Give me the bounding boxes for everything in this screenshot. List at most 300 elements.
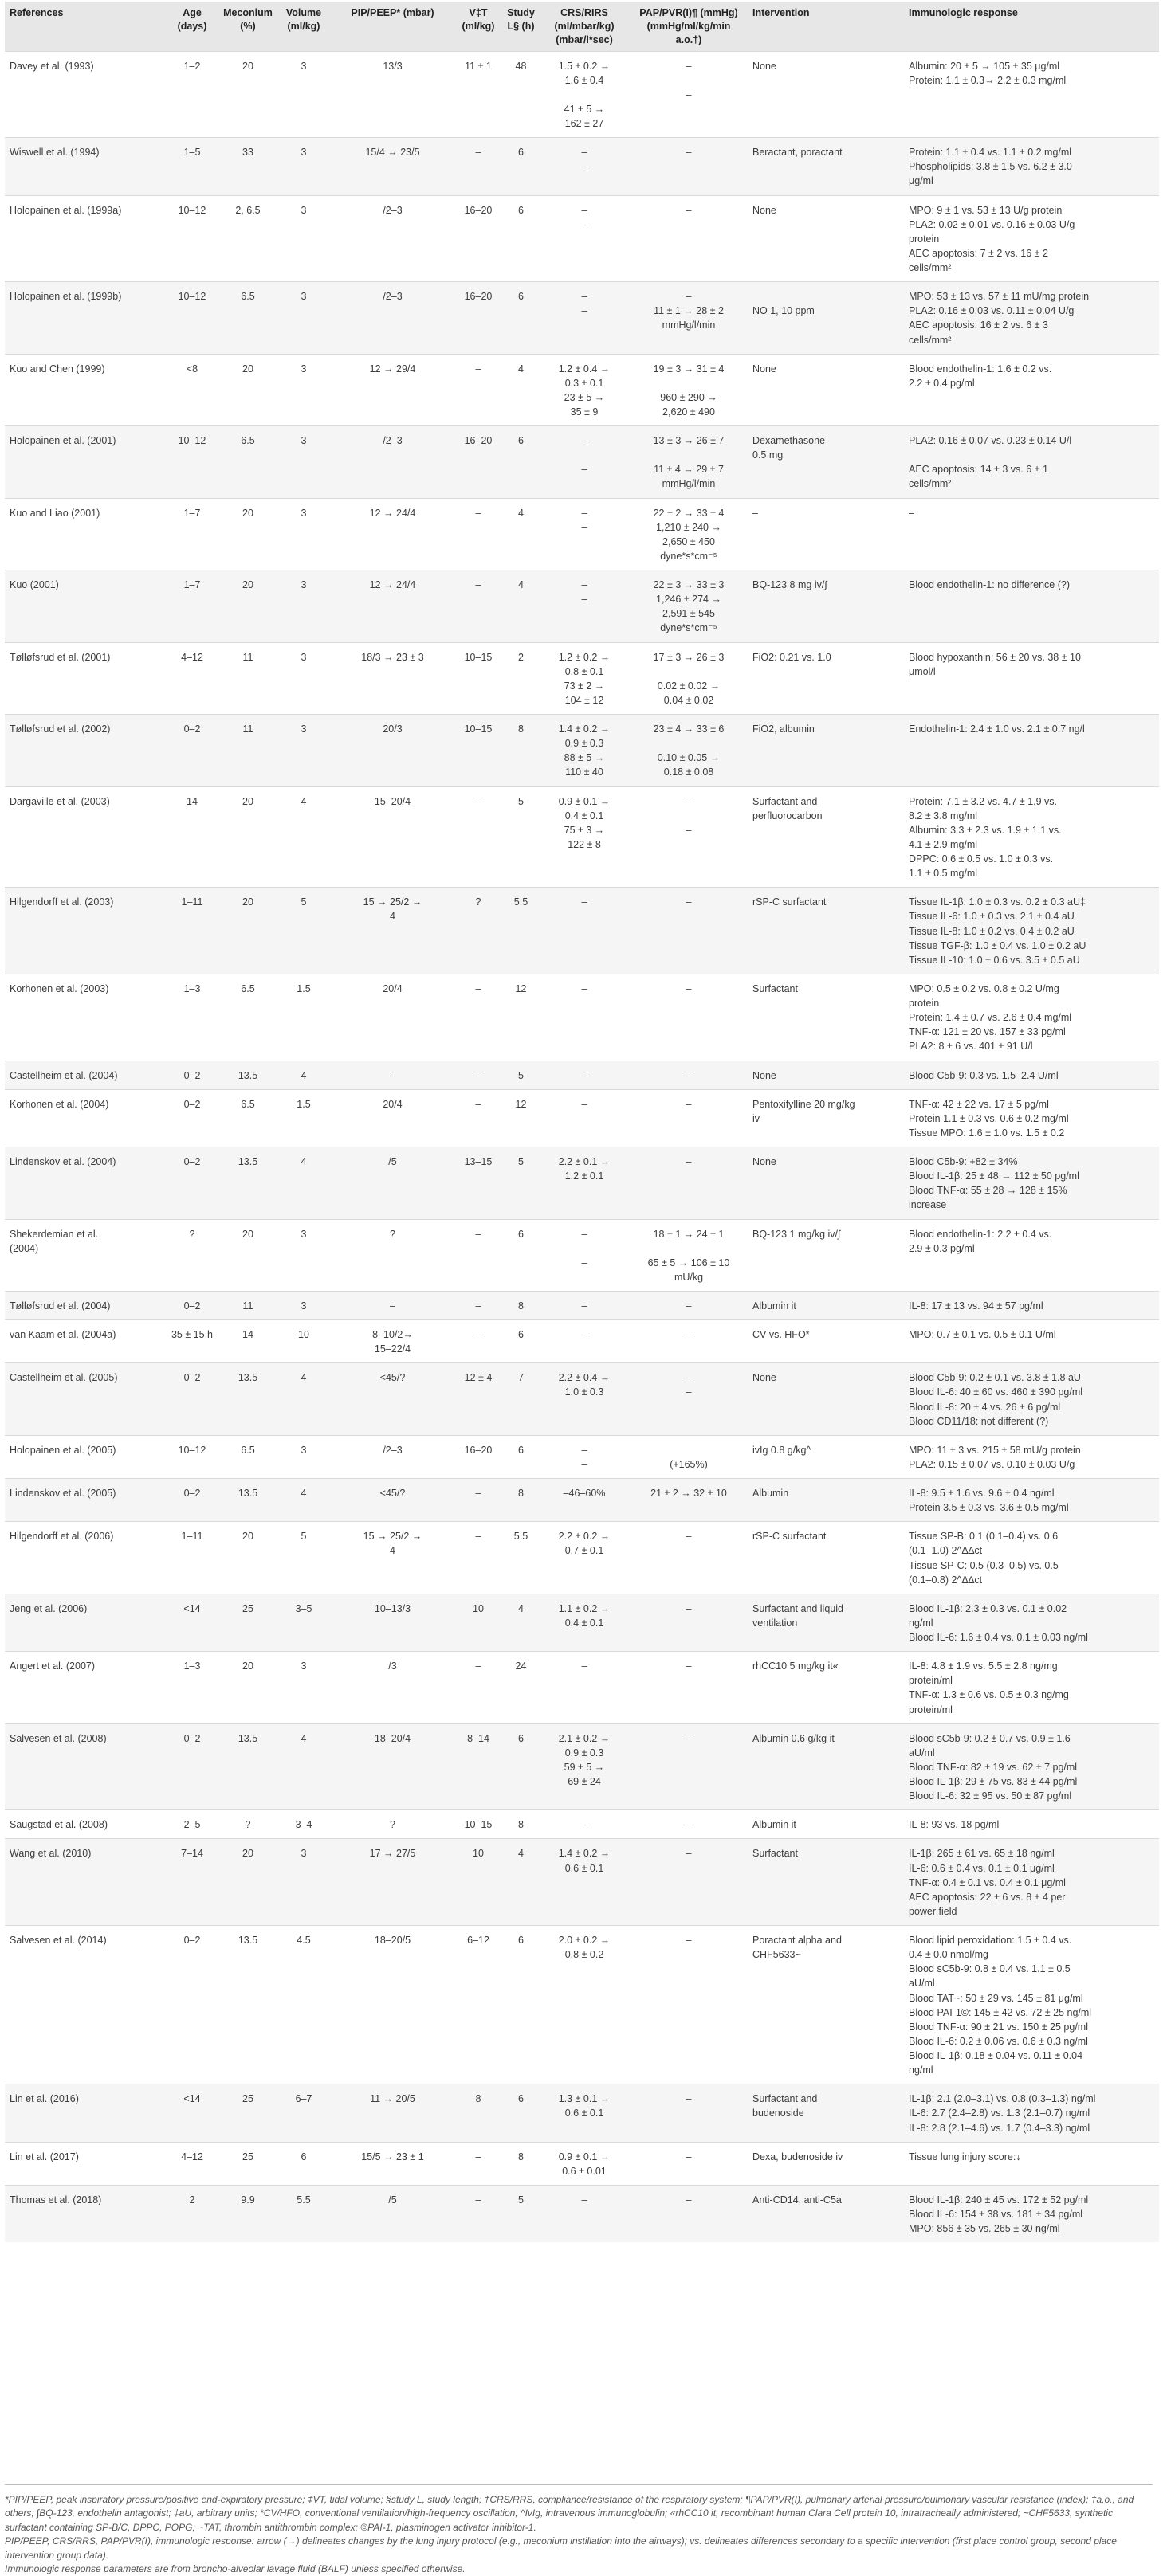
cell-vt: 10–15 [454, 1810, 503, 1839]
cell-crs-rrs [539, 1147, 630, 1220]
cell-crs-rrs-line: – [581, 521, 587, 533]
cell-immunologic-response-line: Blood CD11/18: not different (?) [909, 1415, 1049, 1427]
cell-study-length: 6 [503, 195, 539, 282]
table-row [5, 1061, 1159, 1089]
col-study-length: Study L§ (h) [503, 2, 539, 51]
cell-immunologic-response-line: Blood TNF-α: 55 ± 28 → 128 ± 15% [909, 1185, 1067, 1197]
cell-crs-rrs-line: 1.2 ± 0.4 → [558, 363, 611, 374]
cell-immunologic-response [904, 1320, 1159, 1363]
cell-reference-line: Lin et al. (2017) [10, 2151, 79, 2162]
cell-age: 1–3 [164, 974, 220, 1061]
table-row [5, 282, 1159, 355]
cell-crs-rrs [539, 570, 630, 643]
cell-crs-rrs-line: – [581, 147, 587, 159]
cell-immunologic-response-line: MPO: 11 ± 3 vs. 215 ± 58 mU/g protein [909, 1444, 1081, 1456]
cell-pip-peep [332, 974, 454, 1061]
cell-age: 1–7 [164, 570, 220, 643]
cell-pap-pvr-line: – [686, 204, 692, 216]
cell-immunologic-response [904, 1839, 1159, 1926]
cell-pap-pvr-line: – [686, 1732, 692, 1744]
cell-meconium: 11 [220, 1291, 276, 1319]
cell-meconium: 20 [220, 1652, 276, 1724]
cell-reference-line: Lin et al. (2016) [10, 2093, 79, 2105]
cell-crs-rrs-line: 110 ± 40 [565, 767, 603, 778]
cell-immunologic-response-line: 1.1 ± 0.5 mg/ml [909, 868, 978, 880]
cell-pap-pvr [630, 1926, 748, 2084]
cell-immunologic-response-line: Protein: 1.1 ± 0.4 vs. 1.1 ± 0.2 mg/ml [909, 147, 1072, 159]
cell-vt: – [454, 1522, 503, 1594]
cell-immunologic-response [904, 715, 1159, 787]
cell-reference-line: Castellheim et al. (2005) [10, 1372, 118, 1384]
cell-intervention-line: Albumin it [752, 1819, 796, 1831]
cell-crs-rrs-line: – [581, 1819, 587, 1831]
cell-pap-pvr [630, 1061, 748, 1089]
cell-reference-line: van Kaam et al. (2004a) [10, 1329, 116, 1340]
cell-pip-peep [332, 1652, 454, 1724]
cell-intervention [748, 138, 904, 195]
cell-reference-line: Korhonen et al. (2004) [10, 1098, 109, 1110]
cell-pap-pvr-line: – [686, 1602, 692, 1614]
cell-pip-peep [332, 195, 454, 282]
cell-age: ? [164, 1219, 220, 1291]
cell-volume: 10 [276, 1320, 332, 1363]
cell-intervention-line: Dexamethasone [752, 435, 826, 447]
cell-pip-peep-line: 12 → 24/4 [369, 507, 416, 519]
cell-crs-rrs-line: – [581, 1444, 587, 1456]
cell-age: 10–12 [164, 282, 220, 355]
cell-immunologic-response-line: – [909, 507, 914, 519]
table-row [5, 974, 1159, 1061]
cell-pip-peep-line: /2–3 [383, 291, 403, 303]
table-row [5, 1219, 1159, 1291]
cell-crs-rrs-line: 0.8 ± 0.2 [564, 1949, 604, 1961]
cell-crs-rrs-line: – [581, 1329, 587, 1340]
cell-immunologic-response-line: Blood IL-6: 0.2 ± 0.06 vs. 0.6 ± 0.3 ng/ml [909, 2035, 1088, 2047]
cell-intervention [748, 1839, 904, 1926]
cell-reference [5, 2084, 164, 2142]
table-row [5, 1926, 1159, 2084]
cell-crs-rrs [539, 642, 630, 715]
cell-intervention-line: FiO2: 0.21 vs. 1.0 [752, 651, 831, 663]
cell-crs-rrs-line: 0.9 ± 0.3 [564, 1747, 604, 1759]
cell-pap-pvr [630, 1479, 748, 1522]
cell-crs-rrs [539, 1061, 630, 1089]
cell-immunologic-response-line: μmol/l [909, 665, 936, 677]
cell-crs-rrs [539, 715, 630, 787]
cell-intervention [748, 1291, 904, 1319]
cell-pip-peep [332, 282, 454, 355]
cell-volume: 6–7 [276, 2084, 332, 2142]
cell-crs-rrs-line [542, 1241, 627, 1256]
cell-pap-pvr [630, 1594, 748, 1651]
cell-immunologic-response-line: Protein: 7.1 ± 3.2 vs. 4.7 ± 1.9 vs. [909, 795, 1058, 807]
cell-pap-pvr [630, 715, 748, 787]
cell-immunologic-response-line: Blood hypoxanthin: 56 ± 20 vs. 38 ± 10 [909, 651, 1081, 663]
cell-study-length: 2 [503, 642, 539, 715]
cell-crs-rrs [539, 1810, 630, 1839]
cell-reference-line: Shekerdemian et al. [10, 1228, 99, 1240]
cell-study-length: 8 [503, 1810, 539, 1839]
cell-immunologic-response-line: Blood sC5b-9: 0.8 ± 0.4 vs. 1.1 ± 0.5 [909, 1963, 1071, 1975]
cell-intervention [748, 498, 904, 570]
cell-pap-pvr [630, 642, 748, 715]
cell-immunologic-response-line [909, 448, 1156, 462]
cell-crs-rrs-line: 1.0 ± 0.3 [564, 1386, 604, 1398]
cell-intervention-line: Surfactant [752, 1848, 798, 1860]
cell-pap-pvr-line: – [686, 1848, 692, 1860]
cell-age: 0–2 [164, 1291, 220, 1319]
cell-age: 14 [164, 786, 220, 888]
cell-pap-pvr [630, 1522, 748, 1594]
col-volume: Volume (ml/kg) [276, 2, 332, 51]
cell-vt: – [454, 1291, 503, 1319]
cell-pap-pvr-line: 13 ± 3 → 26 ± 7 [653, 435, 725, 447]
cell-vt: 12 ± 4 [454, 1363, 503, 1436]
cell-crs-rrs-line: 104 ± 12 [564, 694, 604, 706]
cell-immunologic-response-line: Blood C5b-9: 0.2 ± 0.1 vs. 3.8 ± 1.8 aU [909, 1372, 1081, 1384]
cell-crs-rrs-line: 2.1 ± 0.2 → [558, 1732, 611, 1744]
table-row [5, 2142, 1159, 2185]
cell-pip-peep [332, 1219, 454, 1291]
cell-volume: 5.5 [276, 2185, 332, 2242]
cell-intervention [748, 51, 904, 138]
cell-intervention [748, 1479, 904, 1522]
cell-pap-pvr-line: 21 ± 2 → 32 ± 10 [650, 1488, 727, 1499]
cell-age: 7–14 [164, 1839, 220, 1926]
cell-pip-peep-line: 15/4 → 23/5 [365, 147, 420, 159]
cell-vt: 10 [454, 1594, 503, 1651]
cell-immunologic-response [904, 1147, 1159, 1220]
cell-pap-pvr [630, 426, 748, 498]
cell-vt: ? [454, 888, 503, 974]
cell-reference [5, 498, 164, 570]
cell-meconium: 20 [220, 1839, 276, 1926]
cell-meconium: 13.5 [220, 1061, 276, 1089]
cell-vt: 16–20 [454, 1435, 503, 1478]
cell-age: 0–2 [164, 1363, 220, 1436]
cell-pip-peep [332, 426, 454, 498]
cell-pip-peep-line: 10–13/3 [374, 1602, 411, 1614]
cell-immunologic-response-line: IL-8: 93 vs. 18 pg/ml [909, 1819, 1000, 1831]
cell-study-length: 24 [503, 1652, 539, 1724]
cell-crs-rrs-line: 0.6 ± 0.1 [564, 2107, 604, 2119]
cell-immunologic-response-line: Tissue IL-10: 1.0 ± 0.6 vs. 3.5 ± 0.5 aU [909, 954, 1080, 966]
table-row [5, 138, 1159, 195]
cell-age: <14 [164, 2084, 220, 2142]
cell-pap-pvr [630, 2185, 748, 2242]
cell-pap-pvr-line: mmHg/l/min [662, 320, 716, 331]
table-header [5, 2, 1159, 51]
cell-pap-pvr-line: mmHg/l/min [662, 478, 716, 490]
col-meconium: Meconium (%) [220, 2, 276, 51]
cell-pip-peep [332, 2142, 454, 2185]
col-immunologic-response: Immunologic response [904, 2, 1159, 51]
cell-volume: 3 [276, 195, 332, 282]
cell-immunologic-response [904, 1926, 1159, 2084]
cell-study-length: 4 [503, 354, 539, 426]
cell-meconium: 20 [220, 1522, 276, 1594]
cell-immunologic-response-line: MPO: 856 ± 35 vs. 265 ± 30 ng/ml [909, 2223, 1060, 2235]
cell-pip-peep-line: 15 → 25/2 → [363, 896, 422, 908]
cell-reference [5, 888, 164, 974]
cell-volume: 1.5 [276, 1089, 332, 1147]
cell-crs-rrs [539, 1291, 630, 1319]
cell-intervention [748, 1363, 904, 1436]
cell-pip-peep [332, 715, 454, 787]
cell-volume: 3 [276, 138, 332, 195]
cell-volume: 4.5 [276, 1926, 332, 2084]
cell-meconium: 6.5 [220, 426, 276, 498]
cell-study-length: 48 [503, 51, 539, 138]
cell-immunologic-response-line: Blood IL-1β: 0.18 ± 0.04 vs. 0.11 ± 0.04 [909, 2050, 1083, 2061]
cell-pap-pvr-line: – [686, 2194, 692, 2205]
cell-study-length: 6 [503, 138, 539, 195]
cell-volume: 3 [276, 1839, 332, 1926]
cell-intervention-line: Surfactant and [752, 2093, 818, 2105]
cell-crs-rrs-line: 2.2 ± 0.2 → [558, 1531, 611, 1543]
cell-pap-pvr-line: – [686, 824, 692, 836]
cell-immunologic-response-line: aU/ml [909, 1747, 935, 1759]
cell-immunologic-response-line: IL-6: 0.6 ± 0.4 vs. 0.1 ± 0.1 μg/ml [909, 1862, 1055, 1874]
cell-vt: – [454, 570, 503, 643]
cell-crs-rrs-line: 1.2 ± 0.1 [564, 1170, 604, 1182]
cell-pap-pvr-line: – [686, 2093, 692, 2105]
cell-crs-rrs-line: 1.4 ± 0.2 → [558, 723, 611, 735]
cell-immunologic-response-line: PLA2: 0.16 ± 0.07 vs. 0.23 ± 0.14 U/l [909, 435, 1072, 447]
cell-immunologic-response-line: Blood lipid peroxidation: 1.5 ± 0.4 vs. [909, 1935, 1072, 1946]
cell-reference-line: Davey et al. (1993) [10, 60, 94, 72]
table-row [5, 1594, 1159, 1651]
cell-immunologic-response-line: IL-8: 17 ± 13 vs. 94 ± 57 pg/ml [909, 1300, 1043, 1312]
cell-pip-peep-line: 15/5 → 23 ± 1 [361, 2151, 424, 2162]
cell-vt: – [454, 1479, 503, 1522]
cell-pap-pvr [630, 354, 748, 426]
cell-intervention-line [752, 289, 901, 304]
cell-crs-rrs-line: 1.3 ± 0.1 → [558, 2093, 611, 2105]
cell-immunologic-response-line: TNF-α: 0.4 ± 0.1 vs. 0.4 ± 0.1 μg/ml [909, 1876, 1066, 1888]
cell-immunologic-response-line: DPPC: 0.6 ± 0.5 vs. 1.0 ± 0.3 vs. [909, 853, 1054, 865]
cell-reference [5, 570, 164, 643]
cell-reference [5, 642, 164, 715]
cell-immunologic-response-line: IL-1β: 2.1 (2.0–3.1) vs. 0.8 (0.3–1.3) ng/ml [909, 2093, 1096, 2105]
cell-study-length: 8 [503, 2142, 539, 2185]
cell-immunologic-response-line: aU/ml [909, 1978, 935, 1990]
cell-volume: 3 [276, 715, 332, 787]
cell-pap-pvr-line: – [686, 1935, 692, 1946]
cell-crs-rrs-line: 75 ± 3 → [564, 824, 605, 836]
cell-crs-rrs [539, 888, 630, 974]
table-row [5, 1089, 1159, 1147]
cell-reference [5, 974, 164, 1061]
cell-intervention [748, 1723, 904, 1810]
cell-immunologic-response [904, 1522, 1159, 1594]
cell-intervention [748, 1652, 904, 1724]
cell-immunologic-response-line: Blood IL-1β: 29 ± 75 vs. 83 ± 44 pg/ml [909, 1776, 1078, 1787]
cell-pap-pvr-line: – [686, 1098, 692, 1110]
cell-vt: 10–15 [454, 642, 503, 715]
cell-pap-pvr-line: – [686, 60, 692, 72]
cell-pip-peep [332, 1089, 454, 1147]
cell-pap-pvr-line: – [686, 147, 692, 159]
cell-pip-peep-line: 18–20/5 [374, 1935, 411, 1946]
cell-pip-peep-line: 15–20/4 [374, 795, 411, 807]
cell-immunologic-response-line: Blood PAI-1©: 145 ± 42 vs. 72 ± 25 ng/ml [909, 2006, 1092, 2018]
cell-pap-pvr-line: – [686, 1372, 692, 1384]
cell-age: 2–5 [164, 1810, 220, 1839]
cell-pap-pvr-line: 1,210 ± 240 → [656, 521, 721, 533]
cell-pip-peep-line: 15 → 25/2 → [363, 1531, 422, 1543]
cell-volume: 3 [276, 1219, 332, 1291]
cell-pap-pvr [630, 786, 748, 888]
cell-immunologic-response-line: Tissue IL-1β: 1.0 ± 0.3 vs. 0.2 ± 0.3 aU‡ [909, 896, 1086, 908]
cell-crs-rrs-line: 0.7 ± 0.1 [564, 1545, 604, 1557]
cell-immunologic-response-line: MPO: 0.7 ± 0.1 vs. 0.5 ± 0.1 U/ml [909, 1329, 1056, 1340]
cell-reference-line: Hilgendorff et al. (2006) [10, 1531, 114, 1543]
cell-age: 1–11 [164, 888, 220, 974]
cell-intervention [748, 2142, 904, 2185]
cell-intervention-line: Albumin it [752, 1300, 796, 1312]
cell-pap-pvr [630, 974, 748, 1061]
cell-immunologic-response-line: protein/ml [909, 1675, 953, 1687]
cell-intervention-line: rhCC10 5 mg/kg it« [752, 1660, 839, 1672]
col-references: References [5, 2, 164, 51]
cell-pap-pvr-line: 1,246 ± 274 → [656, 594, 721, 606]
cell-vt: 16–20 [454, 282, 503, 355]
cell-crs-rrs-line: 0.9 ± 0.3 [564, 738, 604, 750]
cell-reference [5, 1522, 164, 1594]
cell-immunologic-response-line: protein/ml [909, 1704, 953, 1715]
cell-immunologic-response-line: PLA2: 8 ± 6 vs. 401 ± 91 U/l [909, 1041, 1033, 1053]
cell-vt: 16–20 [454, 195, 503, 282]
cell-intervention-line: rSP-C surfactant [752, 1531, 827, 1543]
cell-pap-pvr [630, 2084, 748, 2142]
cell-pip-peep [332, 1522, 454, 1594]
cell-immunologic-response-line: increase [909, 1199, 947, 1211]
table-row [5, 1435, 1159, 1478]
cell-meconium: 11 [220, 715, 276, 787]
cell-age: 1–2 [164, 51, 220, 138]
cell-vt: – [454, 974, 503, 1061]
cell-immunologic-response-line: 2.2 ± 0.4 pg/ml [909, 377, 975, 389]
cell-reference-line: Wang et al. (2010) [10, 1848, 92, 1860]
cell-pip-peep [332, 1363, 454, 1436]
cell-pip-peep-line: <45/? [379, 1372, 406, 1384]
cell-immunologic-response-line: TNF-α: 121 ± 20 vs. 157 ± 33 pg/ml [909, 1026, 1066, 1038]
cell-volume: 4 [276, 1723, 332, 1810]
cell-crs-rrs-line: – [581, 1458, 587, 1470]
cell-crs-rrs-line: 88 ± 5 → [564, 752, 605, 764]
table-row [5, 1147, 1159, 1220]
cell-pap-pvr-line [633, 736, 745, 751]
cell-crs-rrs [539, 1723, 630, 1810]
cell-reference-line: Holopainen et al. (1999a) [10, 204, 122, 216]
cell-intervention [748, 1089, 904, 1147]
table-row [5, 51, 1159, 138]
cell-pip-peep-line: /2–3 [383, 1444, 403, 1456]
cell-pap-pvr-line: – [686, 795, 692, 807]
cell-meconium: 13.5 [220, 1147, 276, 1220]
cell-crs-rrs-line: – [581, 464, 587, 476]
cell-pap-pvr-line: 2,650 ± 450 [662, 535, 715, 547]
cell-crs-rrs [539, 1839, 630, 1926]
table-row [5, 2185, 1159, 2242]
cell-immunologic-response-line: Blood TNF-α: 82 ± 19 vs. 62 ± 7 pg/ml [909, 1761, 1078, 1773]
cell-reference [5, 1652, 164, 1724]
cell-reference [5, 1479, 164, 1522]
cell-immunologic-response-line: Blood TNF-α: 90 ± 21 vs. 150 ± 25 pg/ml [909, 2021, 1088, 2033]
cell-intervention-line: Albumin [752, 1488, 789, 1499]
cell-study-length: 5 [503, 786, 539, 888]
cell-reference [5, 1435, 164, 1478]
cell-pip-peep [332, 138, 454, 195]
cell-meconium: 33 [220, 138, 276, 195]
cell-pip-peep-line: 20/3 [383, 723, 403, 735]
cell-reference-line: Tølløfsrud et al. (2002) [10, 723, 111, 735]
cell-intervention-line: budenoside [752, 2107, 804, 2119]
cell-meconium: 20 [220, 786, 276, 888]
cell-pap-pvr-line [633, 1443, 745, 1457]
cell-immunologic-response [904, 2084, 1159, 2142]
table-row [5, 642, 1159, 715]
cell-vt: – [454, 138, 503, 195]
cell-immunologic-response-line: Tissue IL-6: 1.0 ± 0.3 vs. 2.1 ± 0.4 aU [909, 911, 1075, 923]
cell-intervention-line: BQ-123 8 mg iv/∫ [752, 579, 827, 590]
cell-pap-pvr [630, 195, 748, 282]
cell-pip-peep-line: <45/? [379, 1488, 406, 1499]
cell-immunologic-response [904, 1723, 1159, 1810]
cell-meconium: 20 [220, 888, 276, 974]
cell-crs-rrs-line: 162 ± 27 [564, 118, 604, 129]
cell-reference [5, 1061, 164, 1089]
cell-study-length: 6 [503, 426, 539, 498]
cell-volume: 3 [276, 1435, 332, 1478]
cell-immunologic-response-line: Tissue TGF-β: 1.0 ± 0.4 vs. 1.0 ± 0.2 aU [909, 939, 1086, 951]
cell-intervention-line: FiO2, albumin [752, 723, 815, 735]
cell-pip-peep-line: ? [390, 1228, 395, 1240]
cell-vt: 10–15 [454, 715, 503, 787]
cell-reference [5, 51, 164, 138]
cell-pip-peep-line: 12 → 24/4 [369, 579, 416, 590]
cell-pap-pvr-line: – [686, 2151, 692, 2162]
cell-study-length: 6 [503, 1723, 539, 1810]
cell-pap-pvr-line: dyne*s*cm⁻⁵ [660, 622, 717, 634]
col-intervention: Intervention [748, 2, 904, 51]
cell-reference [5, 426, 164, 498]
cell-study-length: 6 [503, 282, 539, 355]
table-footnote [5, 2484, 1153, 2576]
cell-immunologic-response-line: AEC apoptosis: 7 ± 2 vs. 16 ± 2 [909, 247, 1048, 259]
cell-crs-rrs [539, 1926, 630, 2084]
cell-intervention [748, 1522, 904, 1594]
cell-crs-rrs-line: 1.6 ± 0.4 [564, 74, 604, 86]
cell-crs-rrs [539, 1594, 630, 1651]
cell-immunologic-response-line: PLA2: 0.15 ± 0.07 vs. 0.10 ± 0.03 U/g [909, 1458, 1075, 1470]
cell-intervention [748, 2185, 904, 2242]
footnote-notation: PIP/PEEP, CRS/RRS, PAP/PVR(I), immunologic response: arrow (→) delineates changes by the lung injury protocol (e.g., meconium instillation into the airways); vs. delineates differences secondary to a specific intervention (first place control group, second place intervention group data). [5, 2535, 1117, 2561]
cell-immunologic-response-line: cells/mm² [909, 334, 952, 346]
cell-pap-pvr-line: – [686, 1819, 692, 1831]
cell-pip-peep-line: 4 [390, 911, 395, 923]
cell-pap-pvr-line: – [686, 1329, 692, 1340]
cell-study-length: 5 [503, 2185, 539, 2242]
cell-reference-line: Tølløfsrud et al. (2004) [10, 1300, 111, 1312]
cell-immunologic-response-line: Blood endothelin-1: no difference (?) [909, 579, 1070, 590]
cell-crs-rrs-line: 1.5 ± 0.2 → [558, 60, 611, 72]
cell-immunologic-response-line: Tissue SP-B: 0.1 (0.1–0.4) vs. 0.6 [909, 1531, 1059, 1543]
cell-pap-pvr [630, 1291, 748, 1319]
table-row [5, 1810, 1159, 1839]
cell-intervention [748, 1594, 904, 1651]
